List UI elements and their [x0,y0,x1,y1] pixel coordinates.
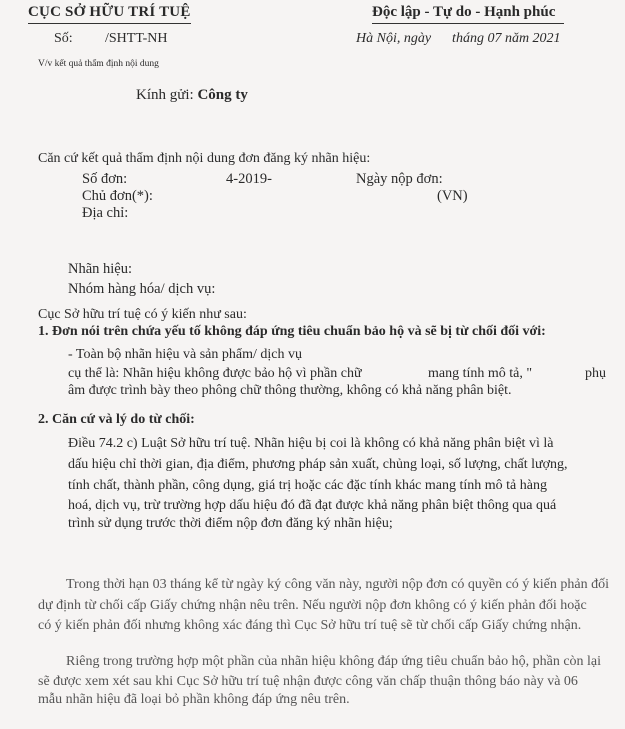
section2-line: dấu hiệu chỉ thời gian, địa điểm, phương pháp sản xuất, chủng loại, số lượng, chất lượng, [68,457,568,472]
agency-name: CỤC SỞ HỮU TRÍ TUỆ [28,4,191,20]
owner-label: Chủ đơn(*): [82,188,153,204]
deadline-line: Trong thời hạn 03 tháng kể từ ngày ký công văn này, người nộp đơn có quyền có ý kiến phản đối [66,577,609,592]
owner-country: (VN) [437,188,468,204]
deadline-line: dự định từ chối cấp Giấy chứng nhận nêu trên. Nếu người nộp đơn không có ý kiến phản đối hoặc [38,598,587,613]
partial-line: sẽ được xem xét sau khi Cục Sở hữu trí tuệ nhận được công văn chấp thuận thông báo này và 06 [38,674,578,689]
agency-underline [28,23,191,24]
section2-line: trình sử dụng trước thời điểm nộp đơn đăng ký nhãn hiệu; [68,516,393,531]
greeting [136,87,248,104]
greeting-recipient: Công ty [197,87,248,103]
partial-line: Riêng trong trường hợp một phần của nhãn hiệu không đáp ứng tiêu chuẩn bảo hộ, phần còn lại [66,654,602,669]
app-no-value: 4-2019- [226,171,272,187]
filing-date-label: Ngày nộp đơn: [356,171,443,187]
section2-line: tính chất, thành phần, công dụng, giá trị hoặc các đặc tính khác mang tính mô tả hàng [68,478,547,493]
deadline-line: có ý kiến phản đối nhưng không xác đáng thì Cục Sở hữu trí tuệ sẽ từ chối cấp Giấy chứng nhận. [38,618,582,633]
app-no-label: Số đơn: [82,171,128,187]
goods-label: Nhóm hàng hóa/ dịch vụ: [68,281,216,297]
doc-number-label: Số: [54,31,73,46]
greeting-prefix: Kính gửi: [136,87,194,103]
place-date: Hà Nội, ngày tháng 07 năm 2021 [356,31,561,46]
section1-item: - Toàn bộ nhãn hiệu và sản phẩm/ dịch vụ [68,347,302,362]
partial-line: mẫu nhãn hiệu đã loại bỏ phần không đáp ứng nêu trên. [38,692,350,707]
doc-number-value: /SHTT-NH [105,31,168,46]
section1-detail-line2: âm được trình bày theo phông chữ thông thường, không có khả năng phân biệt. [68,383,512,398]
section1-heading: 1. Đơn nói trên chứa yếu tố không đáp ứng tiêu chuẩn bảo hộ và sẽ bị từ chối đối với: [38,324,546,339]
motto-underline [372,23,564,24]
section2-line: hoá, dịch vụ, trừ trường hợp dấu hiệu đó đã đạt được khả năng phân biệt thông qua quá [68,498,557,513]
opinion-intro: Cục Sở hữu trí tuệ có ý kiến như sau: [38,307,247,322]
section1-detail-part2: mang tính mô tả, " [428,366,533,381]
subject-line: V/v kết quả thẩm định nội dung [38,59,159,69]
national-motto: Độc lập - Tự do - Hạnh phúc [372,4,556,20]
section2-heading: 2. Căn cứ và lý do từ chối: [38,412,195,427]
section1-detail-part3: phụ [585,366,606,381]
section1-detail-part1: cụ thể là: Nhãn hiệu không được bảo hộ vì phần chữ [68,366,362,381]
mark-label: Nhãn hiệu: [68,261,133,277]
section2-line: Điều 74.2 c) Luật Sở hữu trí tuệ. Nhãn hiệu bị coi là không có khả năng phân biệt vì là [68,436,554,451]
address-label: Địa chỉ: [82,205,129,221]
application-intro: Căn cứ kết quả thẩm định nội dung đơn đăng ký nhãn hiệu: [38,151,371,166]
